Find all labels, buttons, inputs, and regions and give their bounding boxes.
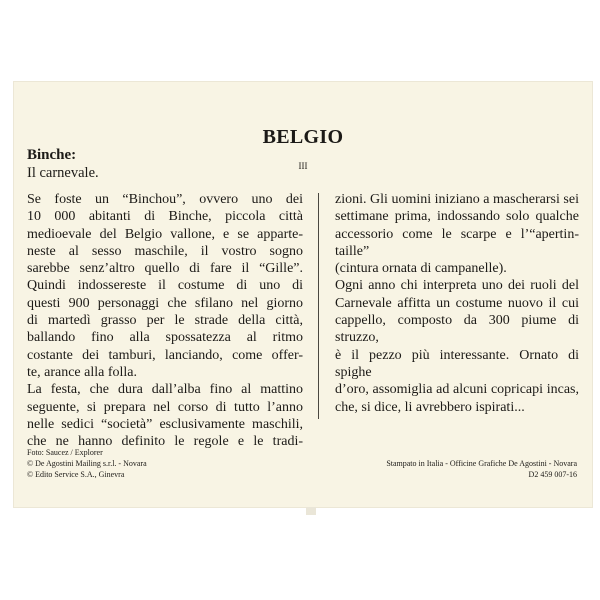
text-line: questi 900 personaggi che sfilano nel giorno (27, 295, 303, 311)
product-code: D2 459 007-16 (528, 470, 577, 479)
text-line: Se foste un “Binchou”, ovvero uno dei (27, 192, 303, 207)
text-line: zioni. Gli uomini iniziano a mascherarsi sei (335, 192, 579, 207)
text-line: che ne hanno definito le regole e le tradi- (27, 434, 303, 450)
text-column-right (335, 191, 579, 416)
text-column-left (27, 191, 303, 450)
text-line: settimane prima, indossando solo qualche (335, 209, 579, 225)
text-line: costante dei tamburi, lanciando, come offer- (27, 347, 303, 363)
card-notch (306, 507, 316, 515)
place-heading: Binche: (27, 147, 77, 163)
topic-subheading: Il carnevale. (27, 165, 99, 181)
text-line: di martedì grasso per le strade della città, (27, 313, 303, 329)
text-line: seguente, si prepara nel corso di tutto l’anno (27, 399, 303, 415)
country-title: BELGIO (262, 126, 344, 148)
text-line: d’oro, assomiglia ad alcuni copricapi incas, (335, 382, 579, 398)
text-line: Carnevale affitta un costume nuovo il cui (335, 295, 579, 311)
text-line: che, si dice, li avrebbero ispirati... (335, 399, 525, 415)
text-line: è il pezzo più interessante. Ornato di spighe (335, 347, 579, 380)
text-line: 10 000 abitanti di Binche, piccola città (27, 209, 303, 225)
text-line: te, arance alla folla. (27, 364, 137, 380)
credit-line: © De Agostini Mailing s.r.l. - Novara (27, 459, 147, 468)
postcard-back (14, 82, 592, 507)
text-line: Quindi indossereste il costume di uno di (27, 278, 303, 294)
credit-line: Foto: Saucez / Explorer (27, 448, 103, 457)
volume-number: III (298, 161, 308, 171)
credit-line: © Edito Service S.A., Ginevra (27, 470, 125, 479)
text-line: Ogni anno chi interpreta uno dei ruoli del (335, 278, 579, 294)
text-line: ballando fino alla spossatezza al ritmo (27, 330, 303, 346)
text-line: cappello, composto da 300 piume di struzzo, (335, 313, 579, 346)
text-line: nelle sedici “società” esclusivamente maschili, (27, 416, 303, 432)
text-line: medioevale del Belgio vallone, e se apparte- (27, 226, 303, 242)
text-line: (cintura ornata di campanelle). (335, 261, 507, 277)
text-line: accessorio come le scarpe e l’“apertin-taille” (335, 226, 579, 259)
text-line: La festa, che dura dall’alba fino al mattino (27, 382, 303, 398)
text-line: neste al sesso maschile, il vostro sogno (27, 243, 303, 259)
printer-info (386, 458, 577, 480)
text-line: sarebbe senz’altro quello di fare il “Gille”. (27, 261, 303, 277)
photo-credits (27, 447, 147, 480)
printer-line: Stampato in Italia - Officine Grafiche De Agostini - Novara (386, 459, 577, 468)
column-divider (318, 193, 319, 419)
